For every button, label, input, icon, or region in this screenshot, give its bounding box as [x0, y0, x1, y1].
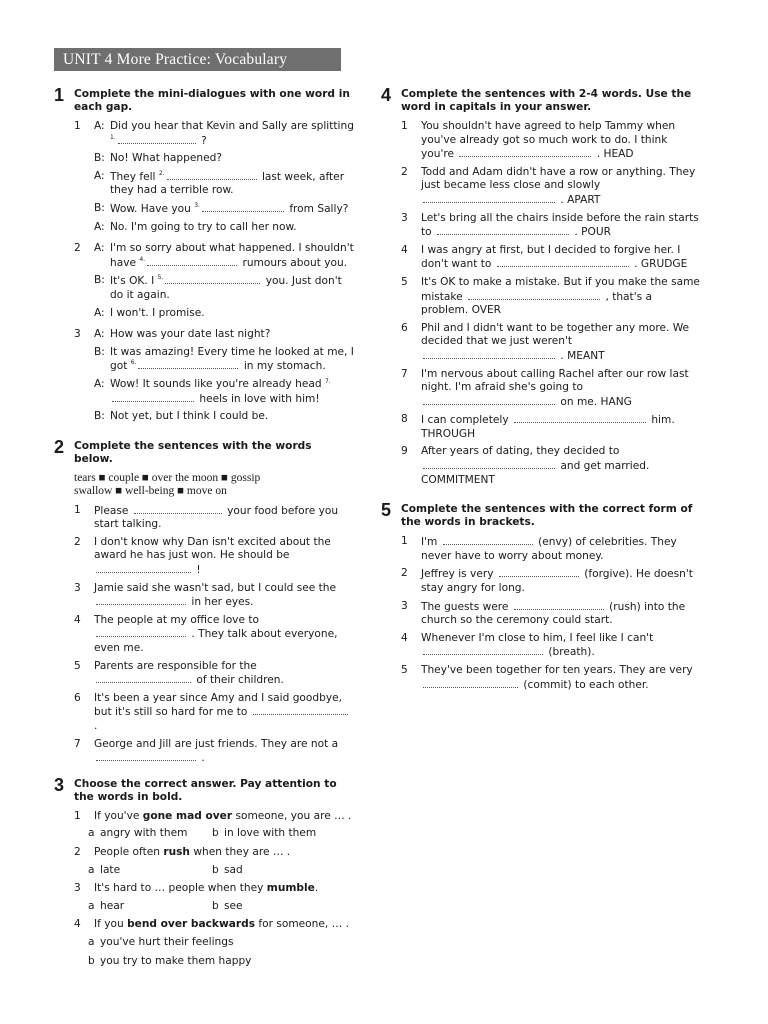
- answer-gap[interactable]: [423, 395, 555, 405]
- exercise-item: [381, 166, 701, 208]
- item-number: 2: [74, 242, 81, 255]
- dialogue-fragment: No. I'm going to try to call her now.: [110, 220, 297, 233]
- dialogue-line: [94, 242, 354, 270]
- sentence-end: . They talk about everyone, even me.: [94, 628, 338, 655]
- gap-number: 4.: [139, 255, 146, 263]
- sentence-end: . HEAD: [596, 148, 634, 161]
- item-text: [415, 212, 701, 240]
- dialogue-fragment: It's OK. I: [110, 275, 158, 288]
- item-number: 2: [401, 567, 408, 580]
- sentence-start: The guests were: [421, 600, 509, 613]
- bold-phrase: gone mad over: [142, 809, 233, 822]
- dialogue-fragment: rumours about you.: [239, 256, 348, 269]
- exercise-3-items: [54, 810, 354, 968]
- sentence-end: in her eyes.: [191, 596, 254, 609]
- answer-gap[interactable]: [96, 751, 196, 761]
- exercise-item: [381, 567, 701, 595]
- question-start: People often: [94, 845, 164, 858]
- answer-gap[interactable]: [437, 225, 569, 235]
- option-text: see: [224, 899, 243, 912]
- speaker-label: A:: [94, 306, 105, 319]
- answer-gap[interactable]: [423, 678, 518, 688]
- answer-gap[interactable]: [96, 673, 191, 683]
- exercise-item: [381, 664, 701, 692]
- answer-gap[interactable]: [96, 563, 191, 573]
- dialogue-fragment: Wow. Have you: [110, 202, 195, 215]
- sentence-end: him. THROUGH: [421, 414, 675, 440]
- option-letter: a: [88, 863, 95, 876]
- exercise-number: 1: [54, 85, 65, 105]
- sentence-start: It's OK to make a mistake. But if you make the same mistake: [421, 275, 700, 303]
- item-text: [88, 918, 354, 932]
- option-letter: b: [88, 954, 95, 967]
- answer-gap[interactable]: [112, 392, 194, 402]
- dialogue-text: [110, 221, 354, 235]
- option-letter: a: [88, 827, 95, 840]
- item-number: 3: [74, 328, 81, 341]
- dialogue-lines: [88, 120, 354, 238]
- exercise-instruction: Complete the mini-dialogues with one word in each gap.: [74, 88, 350, 113]
- item-number: 2: [74, 535, 81, 548]
- sentence-end: (commit) to each other.: [523, 678, 649, 691]
- word-box-line: swallow ■ well-being ■ move on: [74, 484, 227, 497]
- bold-phrase: bend over backwards: [127, 918, 256, 931]
- sentence-end: , that's a problem. OVER: [421, 290, 652, 317]
- exercise-item: [381, 322, 701, 364]
- dialogue-fragment: How was your date last night?: [110, 328, 271, 341]
- dialogue-text: [110, 120, 354, 148]
- sentence-start: They've been together for ten years. They are very: [421, 664, 693, 676]
- item-text: [88, 738, 354, 766]
- speaker-label: A:: [94, 242, 105, 255]
- option-letter: b: [212, 863, 219, 876]
- exercise-item: [381, 445, 701, 487]
- dialogue-fragment: They fell: [110, 170, 159, 183]
- exercise-instruction: Complete the sentences with the correct form of the words in brackets.: [401, 503, 693, 529]
- item-text: [415, 276, 701, 318]
- dialogue-line: [94, 410, 354, 424]
- options-row: [88, 936, 354, 950]
- exercise-1-dialogues: [54, 120, 354, 428]
- exercise-item: [381, 212, 701, 240]
- dialogue-line: [94, 378, 354, 406]
- sentence-end: and get married. COMMITMENT: [421, 460, 650, 486]
- exercise-number: 5: [381, 500, 392, 521]
- dialogue-text: [110, 274, 354, 302]
- answer-gap[interactable]: [253, 705, 348, 715]
- dialogue-text: [110, 202, 354, 217]
- speaker-label: B:: [94, 345, 105, 358]
- sentence-start: I'm: [421, 536, 438, 549]
- dialogue-text: [110, 170, 354, 198]
- word-box: [74, 472, 354, 498]
- speaker-label: A:: [94, 169, 105, 182]
- exercise-1-header: [54, 86, 354, 114]
- exercise-item: [54, 846, 354, 860]
- option-text: hear: [100, 899, 125, 912]
- speaker-label: B:: [94, 274, 105, 287]
- sentence-start: You shouldn't have agreed to help Tammy when you've already got so much work to do. I think you're: [421, 120, 676, 161]
- item-number: 4: [401, 631, 408, 644]
- answer-gap[interactable]: [423, 459, 555, 469]
- exercise-number: 3: [54, 774, 65, 795]
- exercise-item: [54, 660, 354, 688]
- dialogue-text: [110, 242, 354, 270]
- exercise-item: [381, 535, 701, 563]
- speaker-label: A:: [94, 220, 105, 233]
- speaker-label: A:: [94, 120, 105, 132]
- exercise-4-header: [381, 86, 701, 114]
- dialogue: [54, 242, 354, 324]
- dialogue-fragment: from Sally?: [285, 202, 349, 215]
- exercise-5-header: [381, 501, 701, 529]
- word-box-line: tears ■ couple ■ over the moon ■ gossip: [74, 471, 261, 484]
- options-row: [88, 827, 354, 841]
- exercise-4-items: [381, 120, 701, 487]
- item-number: 5: [74, 659, 81, 672]
- answer-gap[interactable]: [138, 359, 238, 369]
- speaker-label: B:: [94, 410, 105, 423]
- sentence-start: Please: [94, 504, 129, 517]
- dialogue-text: [110, 378, 354, 406]
- answer-option[interactable]: [88, 955, 251, 969]
- item-number: 4: [401, 243, 408, 256]
- answer-gap[interactable]: [118, 134, 196, 144]
- answer-option[interactable]: [88, 827, 212, 841]
- bold-phrase: mumble: [266, 882, 315, 895]
- exercise-item: [381, 276, 701, 318]
- answer-option[interactable]: [212, 827, 316, 841]
- answer-gap[interactable]: [202, 202, 284, 212]
- exercise-item: [54, 918, 354, 932]
- item-number: 9: [401, 445, 408, 458]
- exercise-item: [54, 614, 354, 656]
- sentence-end: your food before you start talking.: [94, 504, 339, 531]
- item-text: [88, 846, 354, 860]
- sentence-start: Let's bring all the chairs inside before the rain starts to: [421, 211, 699, 239]
- sentence-end: of their children.: [196, 674, 284, 687]
- dialogue-fragment: I won't. I promise.: [110, 306, 205, 319]
- exercise-1: [54, 86, 354, 428]
- item-text: [415, 120, 701, 162]
- question-end: when they are … .: [189, 845, 291, 858]
- dialogue-fragment: ?: [197, 134, 207, 147]
- exercise-3-header: [54, 776, 354, 804]
- speaker-label: B:: [94, 201, 105, 214]
- sentence-start: Phil and I didn't want to be together any more. We decided that we just weren't: [421, 321, 690, 348]
- dialogue-text: [110, 328, 354, 342]
- answer-gap[interactable]: [514, 600, 604, 610]
- exercise-instruction: Complete the sentences with the words below.: [74, 439, 312, 465]
- item-text: [415, 322, 701, 364]
- sentence-start: Jeffrey is very: [421, 568, 494, 581]
- dialogue-line: [94, 221, 354, 235]
- unit-banner: UNIT 4 More Practice: Vocabulary: [54, 48, 341, 71]
- sentence-end: (forgive). He doesn't stay angry for long.: [421, 568, 693, 595]
- exercise-2-header: [54, 438, 354, 466]
- item-text: [415, 166, 701, 208]
- dialogue-line: [94, 120, 354, 148]
- exercise-item: [381, 413, 701, 441]
- exercise-number: 2: [54, 436, 65, 457]
- answer-option[interactable]: [88, 864, 212, 878]
- option-letter: a: [88, 899, 95, 912]
- exercise-5: [381, 501, 701, 692]
- item-text: [88, 692, 354, 734]
- option-text: in love with them: [224, 827, 317, 840]
- option-text: you try to make them happy: [100, 954, 252, 967]
- option-text: you've hurt their feelings: [100, 935, 234, 948]
- sentence-end: !: [196, 564, 201, 577]
- dialogue-fragment: I'm so sorry about what happened. I shouldn't have: [110, 242, 354, 269]
- dialogue-text: [110, 346, 354, 374]
- option-text: sad: [224, 863, 243, 876]
- item-number: 1: [74, 503, 81, 516]
- dialogue-fragment: It was amazing! Every time he looked at me, I got: [110, 345, 354, 373]
- exercise-item: [381, 600, 701, 628]
- item-number: 4: [74, 613, 81, 626]
- dialogue-line: [94, 152, 354, 166]
- item-number: 1: [401, 120, 408, 132]
- dialogue-text: [110, 410, 354, 424]
- sentence-end: . MEANT: [560, 349, 605, 362]
- answer-option[interactable]: [212, 864, 243, 878]
- sentence-end: (rush) into the church so the ceremony could start.: [421, 600, 686, 627]
- dialogue-lines: [88, 242, 354, 324]
- item-number: 5: [401, 664, 408, 676]
- exercise-item: [54, 738, 354, 766]
- item-number: 7: [401, 367, 408, 380]
- item-text: [88, 882, 354, 896]
- dialogue-fragment: No! What happened?: [110, 152, 222, 165]
- item-text: [415, 244, 701, 272]
- item-text: [415, 445, 701, 487]
- item-number: 3: [401, 211, 408, 224]
- exercise-3: [54, 776, 354, 968]
- option-letter: a: [88, 935, 95, 948]
- right-column: [381, 86, 701, 702]
- answer-gap[interactable]: [423, 193, 555, 203]
- answer-gap[interactable]: [134, 504, 222, 514]
- item-text: [415, 600, 701, 628]
- gap-number: 5.: [157, 274, 164, 282]
- sentence-start: I'm nervous about calling Rachel after our row last night. I'm afraid she's going to: [421, 367, 689, 394]
- exercise-instruction: Complete the sentences with 2-4 words. Use the word in capitals in your answer.: [401, 88, 692, 113]
- exercise-2-items: [54, 504, 354, 766]
- dialogue-fragment: last week, after they had a terrible row.: [110, 170, 345, 197]
- dialogue-line: [94, 170, 354, 198]
- options-row: [88, 955, 354, 969]
- question-end: .: [314, 882, 319, 895]
- exercise-item: [381, 244, 701, 272]
- sentence-end: (breath).: [548, 646, 595, 659]
- item-text: [88, 810, 354, 824]
- exercise-instruction: Choose the correct answer. Pay attention to the words in bold.: [74, 777, 337, 803]
- sentence-start: The people at my office love to: [94, 613, 259, 626]
- sentence-end: .: [94, 720, 98, 732]
- options-row: [88, 900, 354, 914]
- question-start: If you: [94, 918, 128, 931]
- dialogue: [54, 328, 354, 428]
- question-end: someone, you are … .: [232, 809, 352, 822]
- option-letter: b: [212, 827, 219, 840]
- sentence-start: After years of dating, they decided to: [421, 445, 620, 458]
- left-column: [54, 86, 354, 978]
- options-row: [88, 864, 354, 878]
- item-number: 4: [74, 918, 81, 931]
- gap-number: 3.: [194, 201, 200, 209]
- exercise-item: [54, 882, 354, 896]
- item-number: 3: [401, 599, 408, 612]
- question-end: for someone, … .: [255, 918, 349, 931]
- item-number: 1: [74, 120, 81, 132]
- dialogue-line: [94, 346, 354, 374]
- answer-option[interactable]: [88, 900, 212, 914]
- exercise-4: [381, 86, 701, 487]
- exercise-item: [381, 120, 701, 162]
- gap-number: 7.: [324, 377, 331, 385]
- question-start: If you've: [94, 809, 143, 822]
- sentence-start: I was angry at first, but I decided to forgive her. I don't want to: [421, 243, 681, 271]
- answer-gap[interactable]: [165, 274, 260, 284]
- dialogue-fragment: in my stomach.: [240, 360, 326, 373]
- exercise-item: [381, 368, 701, 410]
- dialogue-line: [94, 274, 354, 302]
- dialogue-fragment: Wow! It sounds like you're already head: [110, 377, 325, 390]
- exercise-number: 4: [381, 85, 392, 105]
- item-text: [88, 660, 354, 688]
- item-number: 7: [74, 737, 81, 750]
- dialogue-fragment: Not yet, but I think I could be.: [110, 410, 269, 423]
- item-text: [415, 567, 701, 595]
- answer-gap[interactable]: [499, 567, 579, 577]
- item-number: 3: [74, 581, 81, 594]
- bold-phrase: rush: [163, 845, 190, 858]
- exercise-item: [54, 582, 354, 610]
- sentence-end: (envy) of celebrities. They never have to worry about money.: [421, 536, 677, 562]
- dialogue-line: [94, 307, 354, 321]
- exercise-item: [54, 692, 354, 734]
- dialogue: [54, 120, 354, 238]
- dialogue-line: [94, 328, 354, 342]
- dialogue-fragment: heels in love with him!: [196, 392, 320, 405]
- gap-number: 1.: [110, 133, 116, 141]
- exercise-item: [54, 504, 354, 532]
- answer-option[interactable]: [212, 900, 243, 914]
- sentence-start: I can completely: [421, 414, 509, 427]
- item-number: 1: [74, 809, 81, 822]
- sentence-start: Parents are responsible for the: [94, 659, 257, 672]
- sentence-start: Whenever I'm close to him, I feel like I can't: [421, 631, 654, 644]
- item-text: [88, 504, 354, 532]
- answer-gap[interactable]: [147, 256, 237, 266]
- answer-gap[interactable]: [167, 170, 257, 180]
- item-text: [415, 535, 701, 563]
- item-number: 3: [74, 882, 81, 895]
- dialogue-lines: [88, 328, 354, 428]
- answer-gap[interactable]: [423, 349, 555, 359]
- answer-gap[interactable]: [96, 627, 186, 637]
- sentence-end: . GRUDGE: [634, 258, 688, 271]
- item-number: 2: [74, 845, 81, 858]
- item-text: [88, 614, 354, 656]
- dialogue-text: [110, 307, 354, 321]
- item-number: 8: [401, 413, 408, 426]
- answer-option[interactable]: [88, 936, 234, 950]
- sentence-end: on me. HANG: [560, 395, 632, 408]
- option-text: angry with them: [100, 827, 188, 840]
- item-number: 1: [401, 535, 408, 548]
- sentence-end: . POUR: [574, 226, 611, 239]
- item-number: 6: [401, 321, 408, 334]
- gap-number: 6.: [130, 359, 137, 367]
- sentence-start: Todd and Adam didn't have a row or anything. They just became less close and slowly: [421, 165, 696, 192]
- speaker-label: A:: [94, 377, 105, 390]
- option-letter: b: [212, 899, 219, 912]
- answer-gap[interactable]: [443, 535, 533, 545]
- item-text: [415, 413, 701, 441]
- item-text: [88, 582, 354, 610]
- answer-gap[interactable]: [497, 257, 629, 267]
- exercise-item: [381, 632, 701, 660]
- item-text: [88, 536, 354, 578]
- option-text: late: [100, 863, 121, 876]
- sentence-end: . APART: [560, 193, 601, 206]
- gap-number: 2.: [158, 169, 165, 177]
- sentence-start: I don't know why Dan isn't excited about the award he has just won. He should be: [94, 535, 331, 562]
- item-text: [415, 368, 701, 410]
- sentence-start: It's been a year since Amy and I said goodbye, but it's still so hard for me to: [94, 691, 342, 719]
- dialogue-fragment: Did you hear that Kevin and Sally are splitting: [110, 120, 354, 132]
- exercise-item: [54, 810, 354, 824]
- sentence-end: .: [201, 752, 205, 765]
- item-number: 2: [401, 165, 408, 178]
- exercise-5-items: [381, 535, 701, 692]
- speaker-label: B:: [94, 152, 105, 165]
- item-number: 6: [74, 691, 81, 704]
- exercise-2: [54, 438, 354, 766]
- answer-gap[interactable]: [514, 413, 646, 423]
- item-text: [415, 664, 701, 692]
- exercise-item: [54, 536, 354, 578]
- answer-gap[interactable]: [468, 290, 600, 300]
- question-start: It's hard to … people when they: [94, 882, 267, 895]
- sentence-start: Jamie said she wasn't sad, but I could see the: [94, 581, 337, 594]
- sentence-start: George and Jill are just friends. They are not a: [94, 737, 339, 750]
- answer-gap[interactable]: [459, 147, 591, 157]
- answer-gap[interactable]: [423, 645, 543, 655]
- speaker-label: A:: [94, 328, 105, 341]
- item-text: [415, 632, 701, 660]
- answer-gap[interactable]: [96, 595, 186, 605]
- item-number: 5: [401, 275, 408, 288]
- dialogue-fragment: you. Just don't do it again.: [110, 275, 342, 301]
- dialogue-line: [94, 202, 354, 217]
- dialogue-text: [110, 152, 354, 166]
